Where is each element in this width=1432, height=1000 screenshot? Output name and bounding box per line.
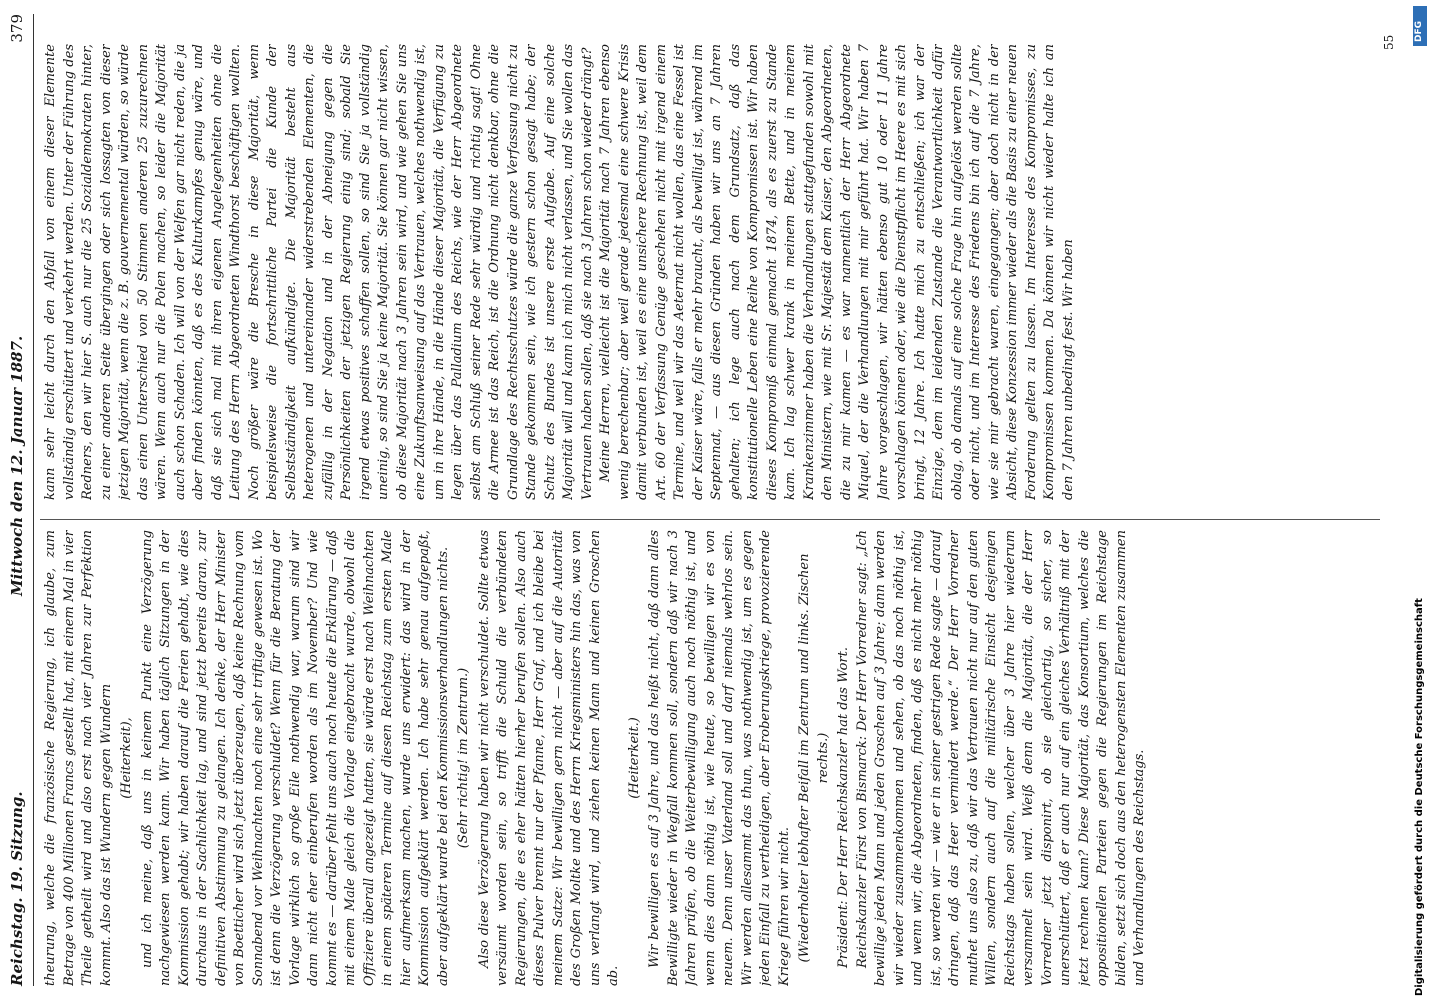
header-left: Reichstag. 19. Sitzung. (8, 791, 26, 986)
credit-text: Digitalisierung gefördert durch die Deutsche Forschungsgemeinschaft (1414, 598, 1425, 996)
column-divider (40, 519, 1380, 520)
page-header (2, 14, 32, 986)
paragraph: Reichskanzler Fürst von Bismarck: Der Herr Vorredner sagt: „Ich bewillige jeden Mann und jeden Groschen auf 3 Jahre; dann werden wir wieder zusammenkommen und sehen, ob das noch nöthig ist, und wenn wir, die Abgeordneten, finden, daß es nicht mehr nöthig ist, so werden wir — wie er in seiner gestrigen Rede sagte — darauf dringen, daß das Heer vermindert werde.“ Der Herr Vorredner muthet uns also zu, daß wir das Vertrauen nicht nur auf den guten Willen, sondern auch auf die militärische Einsicht desjenigen Reichstags haben sollen, welcher über 3 Jahre hier wiederum versammelt sein wird. Weiß denn die Majorität, die der Herr Vorredner jetzt disponirt, ob sie gleichartig, so sicher, so unerschüttert, daß er auch nur auf ein gleiches Verhältniß mit der jetzt rechnen kann? Diese Majorität, das Konsortium, welches die oppositionellen Parteien gegen die Regierungen im Reichstage bilden, setzt sich doch aus den heterogensten Elementen zusammen und Verhandlungen des Reichstags. (854, 530, 1147, 986)
digitization-credit (1410, 0, 1432, 1000)
text-column-left (42, 530, 1382, 986)
dfg-logo (1413, 6, 1427, 46)
header-rule (33, 14, 34, 986)
paragraph: Präsident: Der Herr Reichskanzler hat das Wort. (836, 647, 851, 968)
paragraph: Meine Herren, vielleicht ist die Majorität nach 7 Jahren ebenso wenig berechenbar; aber weil gerade jedesmal eine schwere Krisis damit verbunden ist, weil es eine unsichere Rechnung ist, weil dem Art. 60 der Verfassung Genüge geschehen nicht mit irgend einem Termine, und weil wir das Aeternat nicht wollen, das eine Fessel ist der Kaiser wäre, falls er mehr braucht, als bewilligt ist, während im Septennat, — aus diesen Gründen haben wir uns an 7 Jahren gehalten; ich lege auch nach dem Grundsatz, daß das konstitutionelle Leben eine Reihe von Kompromissen ist. Wir haben dieses Kompromiß einmal gemacht 1874, als es zuerst zu Stande kam. Ich lag schwer krank in meinem Bette, und in meinem Krankenzimmer haben die Verhandlungen stattgefunden sowohl mit den Ministern, wie mit Sr. Majestät dem Kaiser, den Abgeordneten, die zu mir kamen — es war namentlich der Herr Abgeordnete Miquel, der die Verhandlungen mit mir geführt hat. Wir haben 7 Jahre vorgeschlagen, wir hätten ebenso gut 10 oder 11 Jahre vorschlagen können oder, wie die Dienstpflicht im Heere es mit sich bringt, 12 Jahre. Ich hatte mich zu entschließen; ich war der Einzige, dem im leidenden Zustande die Verantwortlichkeit dafür oblag, ob damals auf eine solche Frage hin aufgelöst werden sollte oder nicht, und im Interesse des Friedens bin ich auf die 7 Jahre, wie sie mir gebracht waren, eingegangen; aber doch nicht in der Absicht, diese Konzession immer wieder als die Basis zu einer neuen Forderung gelten zu lassen. Im Interesse des Kompromisses, zu Kompromissen kommen. Da können wir nicht wieder halte ich an den 7 Jahren unbedingt fest. Wir haben (598, 44, 1076, 500)
paragraph: Wir bewilligen es auf 3 Jahre, und das heißt nicht, daß dann alles Bewilligte wieder in Wegfall kommen soll, sondern daß wir nach 3 Jahren prüfen, ob die Weiterbewilligung auch noch nöthig ist, und wenn dies dann nöthig ist, wie heute, so bewilligen wir es von neuem. Denn unser Vaterland soll und darf niemals wehrlos sein. Wir werden allesammt das thun, was nothwendig ist, um es gegen jeden Einfall zu vertheidigen, aber Eroberungskriege, provozierende Kriege führen wir nicht. (647, 530, 792, 986)
paragraph: und ich meine, daß uns in keinem Punkt eine Verzögerung nachgewiesen werden kann. Wir haben täglich Sitzungen in der Kommission gehabt; wir haben darauf die Ferien gehabt, wie dies durchaus in der Sachlichkeit lag, und sind jetzt bereits daran, zur definitiven Abstimmung zu gelangen. Ich denke, der Herr Minister von Boetticher wird sich jetzt überzeugen, daß keine Rechnung vom Sonnabend vor Weihnachten noch eine sehr triftige gewesen ist. Wo ist denn die Verzögerung verschuldet? Wenn für die Beratung der Vorlage wirklich so große Eile nothwendig war, warum sind wir dann nicht eher einberufen worden als im November? Und wie kommt es — darüber fehlt uns auch noch heute die Erklärung — daß mit einem Male gleich die Vorlage eingebracht wurde, obwohl die Offiziere überall angezeigt hatten, sie würde erst nach Weihnachten in einem späteren Termine auf diesen Reichstag zum ersten Male hier aufmerksam machen, wurde uns erwidert: das wird in der Kommission aufgeklärt werden. Ich habe sehr genau aufgepaßt, aber aufgeklärt wurde bei den Kommissionsverhandlungen nichts. (139, 530, 451, 986)
paragraph: Also diese Verzögerung haben wir nicht verschuldet. Sollte etwas versäumt worden sein, so trifft die Schuld die verbündeten Regierungen, die es eher hätten hierher berufen sollen. Also auch dieses Pulver brennt nur der Pfanne, Herr Graf, und ich bleibe bei meinem Satze: Wir bewilligen gern nicht — aber auf die Autorität des Großen Moltke und des Herrn Kriegsministers hin das, was von uns verlangt wird, und ziehen keinen Mann und keinen Groschen ab. (476, 530, 621, 986)
text-column-right (42, 44, 1382, 500)
dfg-logo-text: DFG (1414, 20, 1424, 42)
header-date: Mittwoch den 12. Januar 1887. (8, 335, 26, 596)
page-number: 379 (8, 14, 26, 43)
page-signature: 55 (1382, 34, 1396, 50)
stage-direction: (Sehr richtig! im Zentrum.) (456, 667, 471, 849)
stage-direction: (Heiterkeit), (119, 717, 134, 799)
stage-direction: (Wiederholter lebhafter Beifall im Zentrum und links. Zischen rechts.) (797, 553, 831, 963)
paragraph: kann sehr leicht durch den Abfall von einem dieser Elemente vollständig erschüttert und verkehrt werden. Unter der Führung des Redners, den wir hier S. auch nur die 25 Sozialdemokraten hinter, zu einer anderen Seite übergingen oder sich lossagten von dieser jetzigen Majorität, wenn die z. B. gouvernemental würden, so würde das einen Unterschied von 50 Stimmen anderen 25 zuzurechnen wären. Wenn auch nur die Polen machen, so leider die Majorität auch schon Schaden. Ich will von der Welfen gar nicht reden, die ja aber finden könnten, daß es des Kulturkampfes genug wäre, und daß sie sich mal mit ihren eigenen Angelegenheiten ohne die Leitung des Herrn Abgeordneten Windthorst beschäftigen wollten. Noch größer wäre die Bresche in diese Majorität, wenn beispielsweise die fortschrittliche Partei die Kunde der Selbstständigkeit aufkündigte. Die Majorität besteht aus heterogenen und untereinander widerstrebenden Elementen, die zufällig in der Negation und in der Abneigung gegen die Persönlichkeiten der jetzigen Regierung einig sind; sobald Sie irgend etwas positives schaffen sollen, so sind Sie ja vollständig uneinig, so sind Sie ja keine Majorität. Sie können gar nicht wissen, ob diese Majorität nach 3 Jahren sein wird, und wie gehen Sie uns eine Zukunftsanweisung auf das Vertrauen, welches nothwendig ist, um in ihre Hände, in die Hände dieser Majorität, die Verfügung zu legen über das Palladium des Reichs, wie der Herr Abgeordnete selbst am Schluß seiner Rede sehr würdig und richtig sagt! Ohne die Armee ist das Reich, ist die Ordnung nicht denkbar, ohne die Grundlage des Rechtsschutzes würde die ganze Verfassung nicht zu Stande gekommen sein, wie ich gestern schon gesagt habe; der Schutz des Bundes ist unsere erste Aufgabe. Auf eine solche Majorität will und kann ich mich nicht verlassen, und Sie wollen das Vertrauen haben sollen, daß sie nach 3 Jahren schon wieder drängt? (43, 44, 595, 500)
paragraph: theurung, welche die französische Regierung, ich glaube, zum Betrage von 400 Millionen Francs gestellt hat, mit einem Mal in vier Theile getheilt wird und also erst nach vier Jahren zur Perfektion kommt. Also das ist Wundern gegen Wundern (43, 530, 114, 986)
stage-direction: (Heiterkeit.) (626, 717, 642, 799)
